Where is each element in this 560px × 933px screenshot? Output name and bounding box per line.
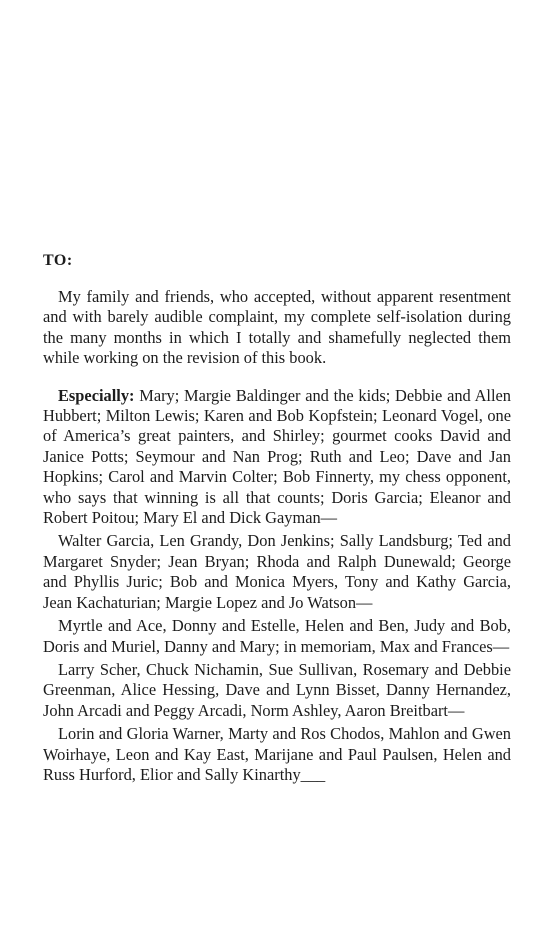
- names-paragraph-3: Larry Scher, Chuck Nichamin, Sue Sullivan, Rosemary and Debbie Greenman, Alice Hessing, Dave and Lynn Bisset, Danny Hernandez, John Arcadi and Peggy Arcadi, Norm Ashley, Aaron Breitbart—: [43, 659, 511, 720]
- especially-label: Especially:: [58, 385, 135, 405]
- especially-text: Mary; Margie Baldinger and the kids; Debbie and Allen Hubbert; Milton Lewis; Karen and Bob Kopfstein; Leonard Vogel, one of America’s great painters, and Shirley; gourmet cooks David and Janice Potts; Seymour and Nan Prog; Ruth and Leo; Dave and Jan Hopkins; Carol and Marvin Colter; Bob Finnerty, my chess opponent, who says that winning is all that counts; Doris Garcia; Eleanor and Robert Poitou; Mary El and Dick Gayman—: [43, 385, 511, 528]
- especially-paragraph: [43, 386, 511, 529]
- names-paragraph-4: Lorin and Gloria Warner, Marty and Ros Chodos, Mahlon and Gwen Woirhaye, Leon and Kay East, Marijane and Paul Paulsen, Helen and Russ Hurford, Elior and Sally Kinarthy___: [43, 724, 511, 784]
- intro-paragraph: My family and friends, who accepted, without apparent resentment and with barely audible complaint, my complete self-isolation during the many months in which I totally and shamefully neglected them while working on the revision of this book.: [43, 287, 511, 368]
- dedication-heading: TO:: [43, 252, 73, 269]
- names-paragraph-2: Myrtle and Ace, Donny and Estelle, Helen and Ben, Judy and Bob, Doris and Muriel, Danny and Mary; in memoriam, Max and Frances—: [43, 616, 511, 656]
- dedication-body: [43, 287, 511, 785]
- names-paragraph-1: Walter Garcia, Len Grandy, Don Jenkins; Sally Landsburg; Ted and Margaret Snyder; Jean Bryan; Rhoda and Ralph Dunewald; George and Phyllis Juric; Bob and Monica Myers, Tony and Kathy Garcia, Jean Kachaturian; Margie Lopez and Jo Watson—: [43, 531, 511, 612]
